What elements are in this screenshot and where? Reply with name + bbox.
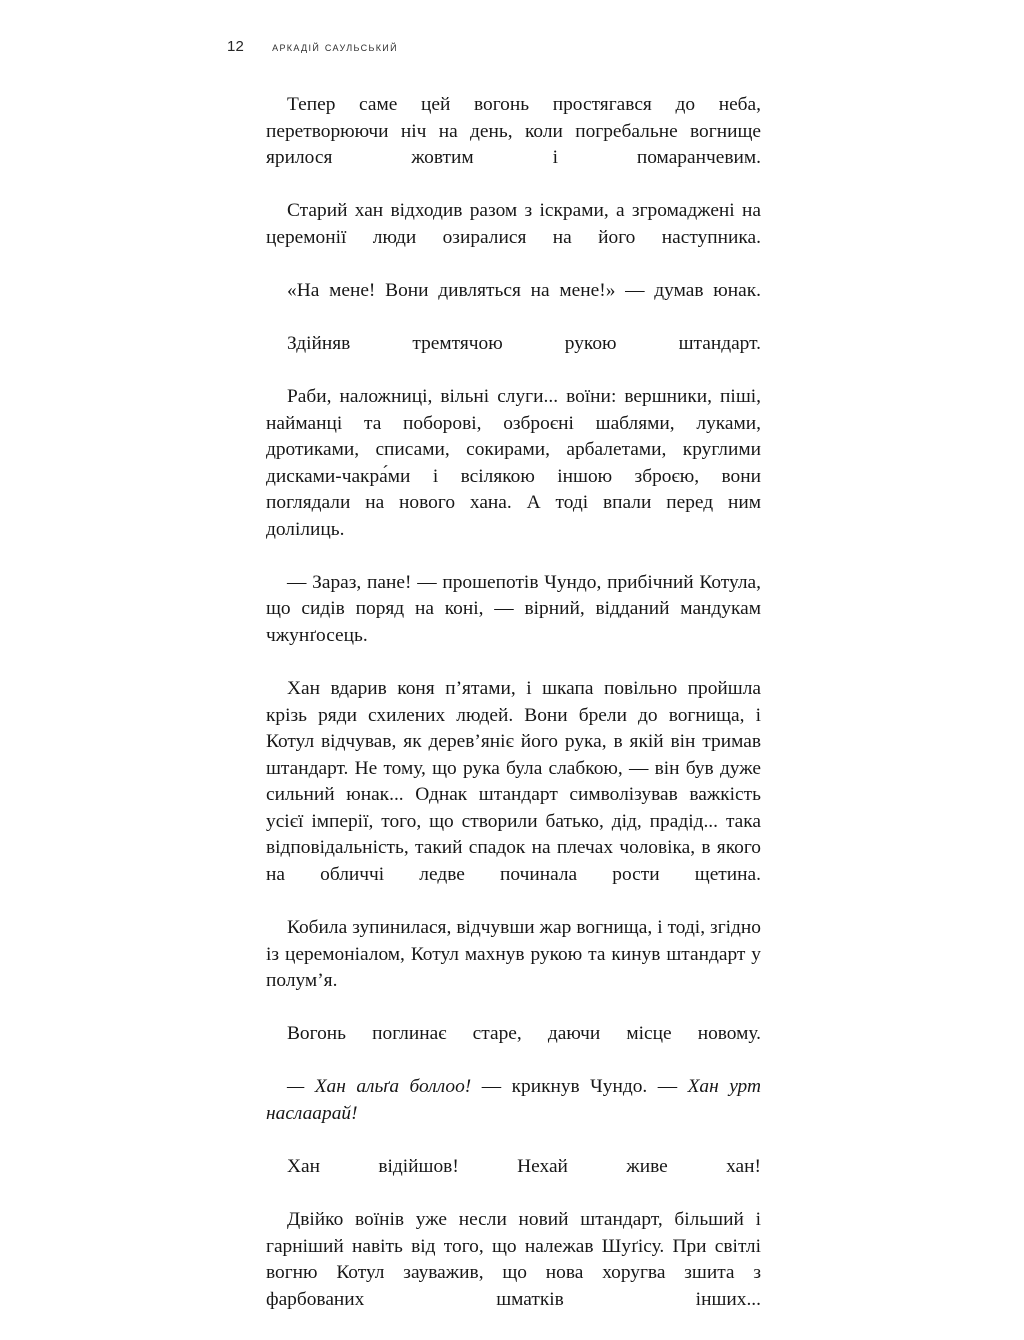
- running-head-author: аркадій саульський: [272, 40, 398, 54]
- paragraph: Хан вдарив коня п’ятами, і шкапа повільно пройшла крізь ряди схилених людей. Вони брели до вогнища, і Котул відчував, як дерев’яніє його рука, в якій він тримав штандарт. Не тому, що рука була слабкою, — він був дуже сильний юнак... Однак штандарт символізував важкість усієї імперії, того, що створили батько, дід, прадід... така відповідальність, такий спадок на плечах чоловіка, в якого на обличчі ледве починала рости щетина.: [266, 678, 761, 885]
- paragraph: Тепер саме цей вогонь простягався до неба, перетворюючи ніч на день, коли погребальне вогнище ярилося жовтим і помаранчевим.: [266, 94, 761, 169]
- paragraph: Здійняв тремтячою рукою штандарт.: [287, 332, 761, 354]
- paragraph: Двійко воїнів уже несли новий штандарт, більший і гарніший навіть від того, що належав Шуґісу. При світлі вогню Котул зауважив, що нова хоругва зшита з фарбованих шматків інших...: [266, 1208, 761, 1310]
- italic-phrase: — Хан альґа боллоо!: [287, 1076, 472, 1098]
- paragraph: Раби, наложниці, вільні слуги... воїни: вершники, піші, найманці та поборові, озброєні шаблями, луками, дротиками, списами, сокирами, арбалетами, круглими дисками-чакра́ми і всілякою іншою зброєю, вони поглядали на нового хана. А тоді впали перед ним долілиць.: [266, 386, 761, 540]
- paragraph: Хан відійшов! Нехай живе хан!: [287, 1155, 761, 1177]
- paragraph: «На мене! Вони дивляться на мене!» — думав юнак.: [287, 279, 761, 301]
- paragraph: Кобила зупинилася, відчувши жар вогнища, і тоді, згідно із церемоніалом, Котул махнув рукою та кинув штандарт у полум’я.: [266, 916, 761, 992]
- body-text: [266, 92, 761, 1340]
- paragraph: — Зараз, пане! — прошепотів Чундо, прибічний Котула, що сидів поряд на коні, — вірний, відданий мандукам чжунґосець.: [266, 571, 761, 646]
- paragraph: Вогонь поглинає старе, даючи місце новому.: [287, 1023, 761, 1045]
- paragraph-dialogue-exclamation: [266, 1074, 761, 1154]
- running-head: [227, 38, 761, 60]
- page-number: 12: [227, 38, 245, 55]
- roman-phrase: — крикнув Чундо. —: [471, 1076, 688, 1098]
- italic-phrase: Хан урт наслаарай!: [266, 1076, 761, 1124]
- paragraph: Старий хан відходив разом з іскрами, а згромаджені на церемонії люди озиралися на його наступника.: [266, 200, 761, 248]
